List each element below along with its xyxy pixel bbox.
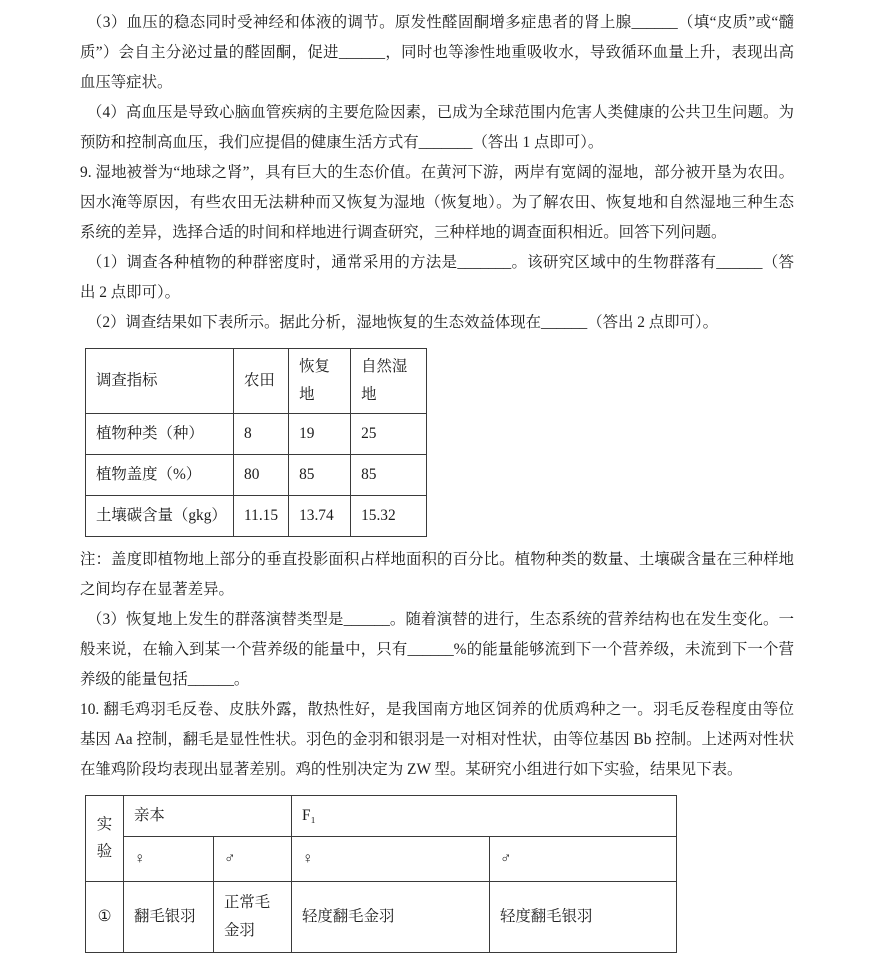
paragraph-q9-intro: 9. 湿地被誉为“地球之肾”，具有巨大的生态价值。在黄河下游，两岸有宽阔的湿地，部分被开垦为农田。因水淹等原因，有些农田无法耕种而又恢复为湿地（恢复地）。为了解农田、恢复地和自然湿地三种生态系统的差异，选择合适的时间和样地进行调查研究，三种样地的调查面积相近。回答下列问题。	[80, 164, 794, 241]
table-cell: 轻度翻毛银羽	[490, 882, 677, 953]
paragraph-q9-part2: （2）调查结果如下表所示。据此分析，湿地恢复的生态效益体现在______（答出 2 点即可）。	[87, 314, 719, 331]
experiment-label: 实验	[96, 816, 113, 860]
survey-results-table	[85, 348, 427, 537]
table-header-cell: 调查指标	[86, 349, 234, 414]
experiment-id-cell: ①	[86, 882, 124, 953]
male-symbol-cell: ♂	[214, 837, 292, 882]
table-cell: 80	[234, 455, 289, 496]
table-cell: 11.15	[234, 496, 289, 537]
table-header-cell: 恢复地	[289, 349, 351, 414]
table-cell: 土壤碳含量（gkg）	[86, 496, 234, 537]
table-header-cell: 农田	[234, 349, 289, 414]
table-cell: 8	[234, 414, 289, 455]
table-header-cell-f1: F₁	[292, 796, 677, 837]
table-cell: 85	[351, 455, 427, 496]
paragraph-q9-part1: （1）调查各种植物的种群密度时，通常采用的方法是_______。该研究区域中的生物群落有______（答出 2 点即可）。	[80, 254, 794, 301]
table-cell: 15.32	[351, 496, 427, 537]
table-header-row	[86, 349, 427, 414]
table-row	[86, 455, 427, 496]
table-cell: 植物种类（种）	[86, 414, 234, 455]
table-cell: 13.74	[289, 496, 351, 537]
table-row	[86, 882, 677, 953]
table-header-cell-experiment	[86, 796, 124, 882]
table-cell: 翻毛银羽	[124, 882, 214, 953]
female-symbol-cell: ♀	[124, 837, 214, 882]
paragraph-q8-part3: （3）血压的稳态同时受神经和体液的调节。原发性醛固酮增多症患者的肾上腺______（填“皮质”或“髓质”）会自主分泌过量的醛固酮，促进______，同时也等渗性地重吸收水，导致循环血量上升，表现出高血压等症状。	[80, 14, 794, 91]
male-symbol-cell: ♂	[490, 837, 677, 882]
female-symbol-cell: ♀	[292, 837, 490, 882]
table-row	[86, 496, 427, 537]
table-header-cell-parent: 亲本	[124, 796, 292, 837]
table-cell: 25	[351, 414, 427, 455]
table-cell: 植物盖度（%）	[86, 455, 234, 496]
table-row	[86, 414, 427, 455]
table-cell: 85	[289, 455, 351, 496]
table-cell: 19	[289, 414, 351, 455]
table-subheader-row	[86, 837, 677, 882]
paragraph-q10-intro: 10. 翻毛鸡羽毛反卷、皮肤外露，散热性好，是我国南方地区饲养的优质鸡种之一。羽毛反卷程度由等位基因 Aa 控制，翻毛是显性性状。羽色的金羽和银羽是一对相对性状，由等位基因 Bb 控制。上述两对性状在雏鸡阶段均表现出显著差别。鸡的性别决定为 ZW 型。某研究小组进行如下实验，结果见下表。	[80, 701, 794, 778]
table-note: 注：盖度即植物地上部分的垂直投影面积占样地面积的百分比。植物种类的数量、土壤碳含量在三种样地之间均存在显著差异。	[80, 551, 794, 598]
table-cell: 正常毛金羽	[214, 882, 292, 953]
table-header-cell: 自然湿地	[351, 349, 427, 414]
table-header-row	[86, 796, 677, 837]
experiment-results-table	[85, 795, 677, 953]
paragraph-q8-part4: （4）高血压是导致心脑血管疾病的主要危险因素，已成为全球范围内危害人类健康的公共卫生问题。为预防和控制高血压，我们应提倡的健康生活方式有_______（答出 1 点即可）。	[80, 104, 794, 151]
paragraph-q9-part3: （3）恢复地上发生的群落演替类型是______。随着演替的进行，生态系统的营养结构也在发生变化。一般来说，在输入到某一个营养级的能量中，只有______%的能量能够流到下一个营养级，未流到下一个营养级的能量包括______。	[80, 611, 794, 688]
table-cell: 轻度翻毛金羽	[292, 882, 490, 953]
